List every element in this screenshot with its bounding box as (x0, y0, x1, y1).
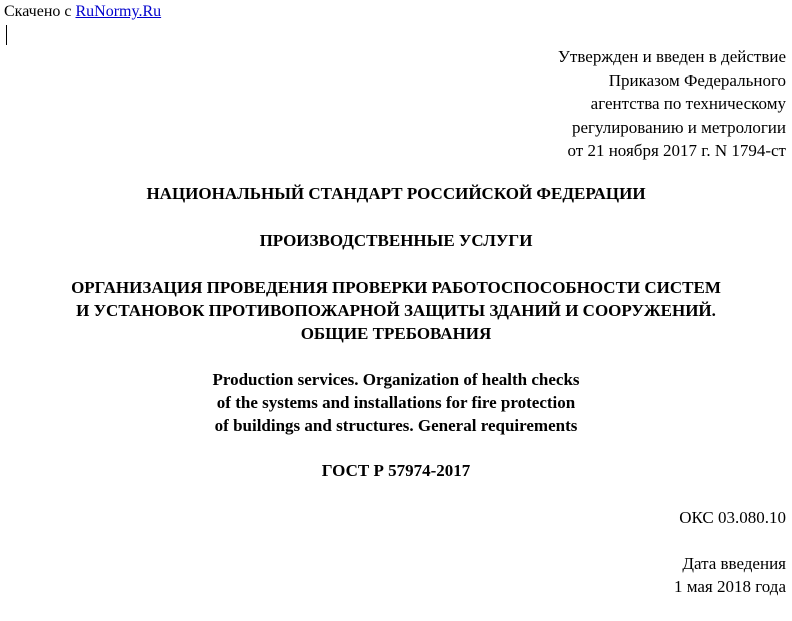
effective-date-value: 1 мая 2018 года (673, 577, 786, 596)
approval-line: агентства по техническому (590, 94, 786, 113)
source-prefix: Скачено с (4, 3, 76, 20)
title-ru-line: И УСТАНОВОК ПРОТИВОПОЖАРНОЙ ЗАЩИТЫ ЗДАНИЙ И СООРУЖЕНИЙ. (76, 301, 716, 320)
title-en-line: of the systems and installations for fire protection (216, 393, 576, 412)
approval-line: регулированию и метрологии (571, 117, 786, 137)
effective-date-label: Дата введения (682, 554, 786, 573)
title-ru-line: ОБЩИЕ ТРЕБОВАНИЯ (300, 324, 492, 343)
standard-code: ГОСТ Р 57974-2017 (321, 461, 471, 480)
standard-title-en (0, 368, 792, 437)
standard-title-ru (0, 276, 792, 345)
text-cursor (6, 25, 7, 45)
effective-date-block (674, 552, 786, 598)
standard-type-title: НАЦИОНАЛЬНЫЙ СТАНДАРТ РОССИЙСКОЙ ФЕДЕРАЦИИ (146, 184, 646, 203)
approval-line: от 21 ноября 2017 г. N 1794-ст (567, 141, 786, 160)
standard-category: ПРОИЗВОДСТВЕННЫЕ УСЛУГИ (259, 231, 533, 250)
oks-code (679, 506, 786, 529)
source-link[interactable]: RuNormy.Ru (75, 3, 162, 20)
title-en-line: Production services. Organization of health checks (212, 370, 580, 389)
title-ru-line: ОРГАНИЗАЦИЯ ПРОВЕДЕНИЯ ПРОВЕРКИ РАБОТОСПОСОБНОСТИ СИСТЕМ (71, 278, 721, 297)
source-line (4, 2, 161, 22)
title-en-line: of buildings and structures. General requirements (214, 416, 578, 435)
approval-line: Приказом Федерального (608, 70, 786, 90)
approval-line: Утвержден и введен в действие (557, 47, 786, 66)
oks-value: ОКС 03.080.10 (679, 508, 786, 527)
approval-block (558, 45, 786, 163)
